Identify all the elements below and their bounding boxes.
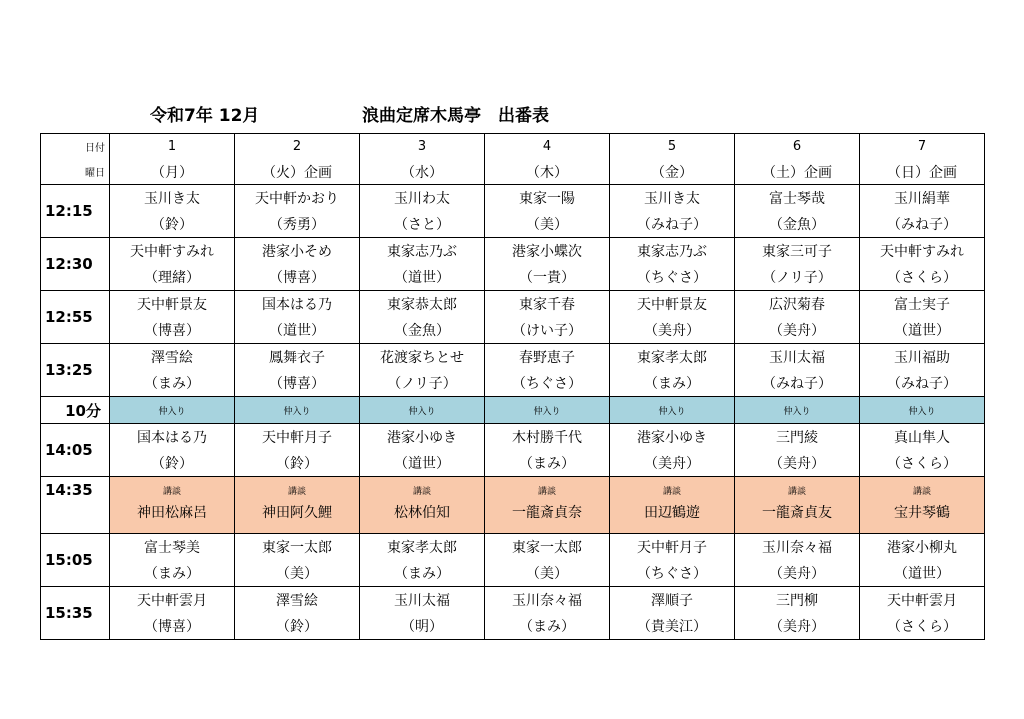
shamisen-name: （理緒） — [110, 264, 235, 291]
slot-row — [41, 291, 985, 318]
shamisen-name: （みね子） — [860, 211, 985, 238]
weekday-3: （水） — [360, 159, 485, 185]
weekday-4: （木） — [485, 159, 610, 185]
slot-time: 12:30 — [41, 238, 110, 291]
performer-name: 港家小そめ — [235, 238, 360, 265]
kodan-cell — [735, 477, 860, 534]
performer-name: 港家小蝶次 — [485, 238, 610, 265]
kodan-label: 講談 — [162, 487, 181, 497]
weekday-7: （日）企画 — [860, 159, 985, 185]
intermission-label: 仲入り — [735, 397, 860, 424]
slot-row — [41, 534, 985, 561]
performer-name: 天中軒すみれ — [110, 238, 235, 265]
kodan-label: 講談 — [787, 487, 806, 497]
performer-name: 玉川奈々福 — [485, 587, 610, 614]
shamisen-name: （鈴） — [235, 613, 360, 640]
shamisen-name: （一貴） — [485, 264, 610, 291]
performer-name: 東家恭太郎 — [360, 291, 485, 318]
shamisen-name: （道世） — [860, 317, 985, 344]
shamisen-name: （道世） — [235, 317, 360, 344]
performer-name: 東家一陽 — [485, 185, 610, 212]
shamisen-name: （まみ） — [610, 370, 735, 397]
shamisen-name: （みね子） — [735, 370, 860, 397]
performer-name: 東家一太郎 — [485, 534, 610, 561]
header-row-date — [41, 134, 985, 160]
performer-name: 澤雪絵 — [110, 344, 235, 371]
shamisen-name: （美） — [485, 560, 610, 587]
slot-row — [41, 424, 985, 451]
kodan-performer: 一龍斎貞友 — [762, 505, 832, 521]
performer-name: 東家孝太郎 — [360, 534, 485, 561]
day-4: 4 — [485, 134, 610, 160]
shamisen-name: （鈴） — [235, 450, 360, 477]
shamisen-name: （まみ） — [110, 560, 235, 587]
performer-name: 三門綾 — [735, 424, 860, 451]
weekday-6: （土）企画 — [735, 159, 860, 185]
kodan-row — [41, 477, 985, 534]
performer-name: 三門柳 — [735, 587, 860, 614]
intermission-row — [41, 397, 985, 424]
kodan-cell — [360, 477, 485, 534]
performer-name: 天中軒月子 — [235, 424, 360, 451]
intermission-label: 仲入り — [360, 397, 485, 424]
shamisen-name: （美舟） — [735, 450, 860, 477]
schedule-table — [40, 133, 985, 640]
performer-name: 富士実子 — [860, 291, 985, 318]
slot-time: 15:05 — [41, 534, 110, 587]
kodan-time: 14:35 — [41, 477, 110, 534]
shamisen-name: （金魚） — [360, 317, 485, 344]
shamisen-name: （けい子） — [485, 317, 610, 344]
performer-name: 東家志乃ぶ — [610, 238, 735, 265]
performer-name: 富士琴美 — [110, 534, 235, 561]
page-date: 令和7年 12月 — [150, 106, 260, 126]
shamisen-name: （みね子） — [860, 370, 985, 397]
kodan-cell — [485, 477, 610, 534]
kodan-label: 講談 — [537, 487, 556, 497]
performer-name: 港家小ゆき — [360, 424, 485, 451]
weekday-label: 曜日 — [41, 159, 110, 185]
slot-row — [41, 344, 985, 371]
performer-name: 天中軒すみれ — [860, 238, 985, 265]
shamisen-name: （さと） — [360, 211, 485, 238]
day-1: 1 — [110, 134, 235, 160]
shamisen-name: （鈴） — [110, 211, 235, 238]
performer-name: 東家千春 — [485, 291, 610, 318]
shamisen-name: （道世） — [860, 560, 985, 587]
slot-sub-row — [41, 264, 985, 291]
performer-name: 玉川わ太 — [360, 185, 485, 212]
kodan-label: 講談 — [912, 487, 931, 497]
shamisen-name: （ちぐさ） — [485, 370, 610, 397]
slot-time: 12:15 — [41, 185, 110, 238]
schedule-table-wrapper — [40, 133, 985, 640]
slot-sub-row — [41, 370, 985, 397]
performer-name: 澤雪絵 — [235, 587, 360, 614]
kodan-cell — [235, 477, 360, 534]
shamisen-name: （まみ） — [485, 450, 610, 477]
weekday-5: （金） — [610, 159, 735, 185]
slot-time: 14:05 — [41, 424, 110, 477]
slot-sub-row — [41, 317, 985, 344]
slot-sub-row — [41, 613, 985, 640]
shamisen-name: （貴美江） — [610, 613, 735, 640]
shamisen-name: （鈴） — [110, 450, 235, 477]
shamisen-name: （美舟） — [735, 560, 860, 587]
performer-name: 玉川太福 — [360, 587, 485, 614]
shamisen-name: （博喜） — [235, 264, 360, 291]
shamisen-name: （まみ） — [110, 370, 235, 397]
performer-name: 東家孝太郎 — [610, 344, 735, 371]
shamisen-name: （道世） — [360, 450, 485, 477]
performer-name: 港家小ゆき — [610, 424, 735, 451]
performer-name: 玉川福助 — [860, 344, 985, 371]
kodan-performer: 宝井琴鶴 — [894, 505, 950, 521]
shamisen-name: （さくら） — [860, 613, 985, 640]
shamisen-name: （博喜） — [110, 317, 235, 344]
performer-name: 天中軒雲月 — [110, 587, 235, 614]
slot-sub-row — [41, 450, 985, 477]
intermission-label: 仲入り — [485, 397, 610, 424]
shamisen-name: （さくら） — [860, 264, 985, 291]
performer-name: 真山隼人 — [860, 424, 985, 451]
shamisen-name: （ノリ子） — [360, 370, 485, 397]
performer-name: 玉川奈々福 — [735, 534, 860, 561]
shamisen-name: （ノリ子） — [735, 264, 860, 291]
day-label: 日付 — [41, 134, 110, 160]
performer-name: 玉川き太 — [610, 185, 735, 212]
performer-name: 東家志乃ぶ — [360, 238, 485, 265]
performer-name: 玉川き太 — [110, 185, 235, 212]
weekday-2: （火）企画 — [235, 159, 360, 185]
performer-name: 天中軒雲月 — [860, 587, 985, 614]
performer-name: 港家小柳丸 — [860, 534, 985, 561]
slot-time: 15:35 — [41, 587, 110, 640]
kodan-label: 講談 — [287, 487, 306, 497]
shamisen-name: （まみ） — [360, 560, 485, 587]
shamisen-name: （みね子） — [610, 211, 735, 238]
header-row-weekday — [41, 159, 985, 185]
schedule-body — [41, 134, 985, 640]
kodan-label: 講談 — [412, 487, 431, 497]
intermission-label: 仲入り — [610, 397, 735, 424]
performer-name: 東家三可子 — [735, 238, 860, 265]
intermission-time: 10分 — [41, 397, 110, 424]
shamisen-name: （さくら） — [860, 450, 985, 477]
day-3: 3 — [360, 134, 485, 160]
day-7: 7 — [860, 134, 985, 160]
performer-name: 澤順子 — [610, 587, 735, 614]
shamisen-name: （美舟） — [610, 450, 735, 477]
kodan-performer: 神田松麻呂 — [137, 505, 207, 521]
performer-name: 玉川絹華 — [860, 185, 985, 212]
kodan-cell — [860, 477, 985, 534]
shamisen-name: （博喜） — [235, 370, 360, 397]
weekday-1: （月） — [110, 159, 235, 185]
intermission-label: 仲入り — [110, 397, 235, 424]
kodan-performer: 田辺鶴遊 — [644, 505, 700, 521]
shamisen-name: （美） — [485, 211, 610, 238]
shamisen-name: （秀勇） — [235, 211, 360, 238]
kodan-cell — [110, 477, 235, 534]
performer-name: 鳳舞衣子 — [235, 344, 360, 371]
performer-name: 東家一太郎 — [235, 534, 360, 561]
performer-name: 春野恵子 — [485, 344, 610, 371]
shamisen-name: （まみ） — [485, 613, 610, 640]
performer-name: 天中軒月子 — [610, 534, 735, 561]
slot-time: 13:25 — [41, 344, 110, 397]
shamisen-name: （博喜） — [110, 613, 235, 640]
performer-name: 花渡家ちとせ — [360, 344, 485, 371]
performer-name: 天中軒景友 — [110, 291, 235, 318]
shamisen-name: （美舟） — [735, 613, 860, 640]
intermission-label: 仲入り — [235, 397, 360, 424]
shamisen-name: （ちぐさ） — [610, 560, 735, 587]
shamisen-name: （ちぐさ） — [610, 264, 735, 291]
day-2: 2 — [235, 134, 360, 160]
kodan-performer: 一龍斎貞奈 — [512, 505, 582, 521]
day-5: 5 — [610, 134, 735, 160]
performer-name: 国本はる乃 — [110, 424, 235, 451]
shamisen-name: （道世） — [360, 264, 485, 291]
slot-sub-row — [41, 560, 985, 587]
kodan-cell — [610, 477, 735, 534]
slot-sub-row — [41, 211, 985, 238]
performer-name: 国本はる乃 — [235, 291, 360, 318]
performer-name: 玉川太福 — [735, 344, 860, 371]
slot-row — [41, 185, 985, 212]
slot-row — [41, 238, 985, 265]
shamisen-name: （金魚） — [735, 211, 860, 238]
shamisen-name: （美舟） — [610, 317, 735, 344]
kodan-performer: 神田阿久鯉 — [262, 505, 332, 521]
performer-name: 富士琴哉 — [735, 185, 860, 212]
performer-name: 木村勝千代 — [485, 424, 610, 451]
performer-name: 広沢菊春 — [735, 291, 860, 318]
slot-row — [41, 587, 985, 614]
page-title: 浪曲定席木馬亭 出番表 — [362, 106, 549, 126]
shamisen-name: （美） — [235, 560, 360, 587]
shamisen-name: （明） — [360, 613, 485, 640]
intermission-label: 仲入り — [860, 397, 985, 424]
day-6: 6 — [735, 134, 860, 160]
slot-time: 12:55 — [41, 291, 110, 344]
performer-name: 天中軒かおり — [235, 185, 360, 212]
kodan-label: 講談 — [662, 487, 681, 497]
shamisen-name: （美舟） — [735, 317, 860, 344]
performer-name: 天中軒景友 — [610, 291, 735, 318]
kodan-performer: 松林伯知 — [394, 505, 450, 521]
